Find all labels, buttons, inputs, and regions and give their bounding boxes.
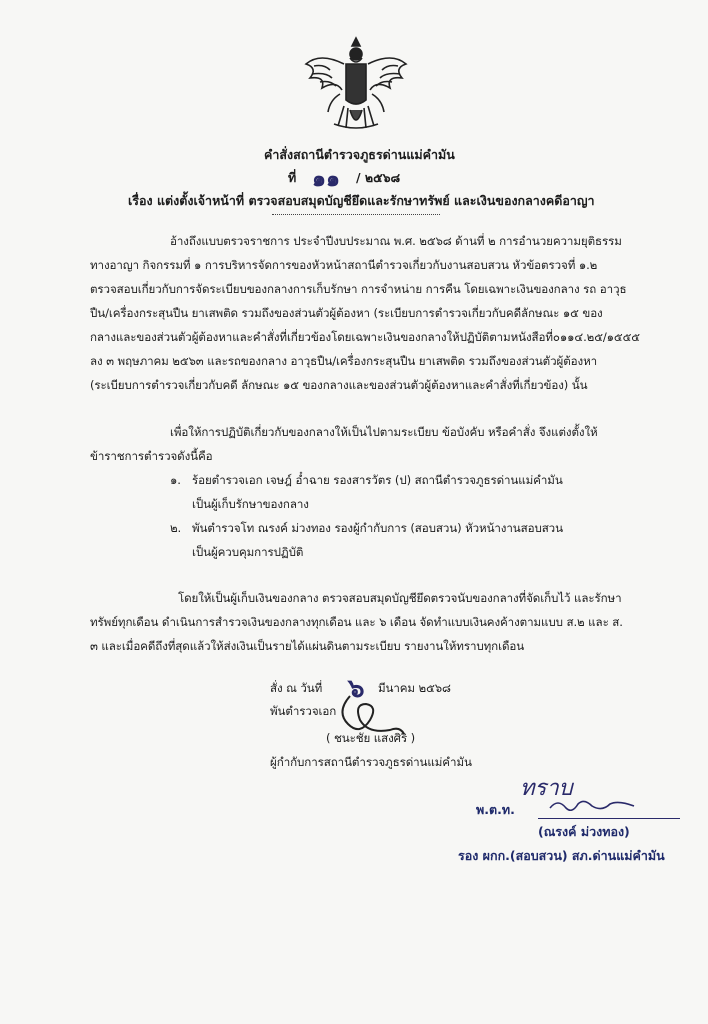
order-date-handwritten-day: ๖ xyxy=(348,674,365,704)
order-number-prefix: ที่ xyxy=(288,170,297,185)
paragraph3-line: ๓ และเมื่อคดีถึงที่สุดแล้วให้ส่งเงินเป็นรายได้แผ่นดินตามระเบียบ รายงานให้ทราบทุกเดือน xyxy=(90,639,525,653)
garuda-emblem-icon xyxy=(300,34,412,132)
paragraph2-line: ข้าราชการตำรวจดังนี้คือ xyxy=(90,449,213,463)
header-divider xyxy=(272,214,440,215)
appointee-line1: ร้อยตำรวจเอก เจษฎ์ อ๋ำฉาย รองสารวัตร (ป) สถานีตำรวจภูธรด่านแม่คำมัน xyxy=(192,473,563,487)
appointee-line1: พันตำรวจโท ณรงค์ ม่วงทอง รองผู้กำกับการ (สอบสวน) หัวหน้างานสอบสวน xyxy=(192,521,563,535)
signer-name: ( ชนะชัย แสงศิริ ) xyxy=(326,731,416,745)
order-date-prefix: สั่ง ณ วันที่ xyxy=(270,681,323,695)
signer-position: ผู้กำกับการสถานีตำรวจภูธรด่านแม่คำมัน xyxy=(270,755,472,769)
paragraph3-line: โดยให้เป็นผู้เก็บเงินของกลาง ตรวจสอบสมุดบัญชียึดตรวจนับของกลางที่จัดเก็บไว้ และรักษา xyxy=(178,591,622,605)
paragraph2-line: เพื่อให้การปฏิบัติเกี่ยวกับของกลางให้เป็นไปตามระเบียบ ข้อบังคับ หรือคำสั่ง จึงแต่งตั้งให้ xyxy=(170,425,598,439)
paragraph1-line: อ้างถึงแบบตรวจราชการ ประจำปีงบประมาณ พ.ศ. ๒๕๖๘ ด้านที่ ๒ การอำนวยความยุติธรรม xyxy=(170,234,622,248)
paragraph1-line: กลางและของส่วนตัวผู้ต้องหาและคำสั่งที่เกี่ยวข้องโดยเฉพาะเงินของกลางให้ปฏิบัติตามหนังสือที่๐๑๑๔.๒๕/๑๕๕๕ xyxy=(90,330,640,344)
paragraph1-line: (ระเบียบการตำรวจเกี่ยวกับคดี ลักษณะ ๑๕ ของกลางและของส่วนตัวผู้ต้องหาและคำสั่งที่เกี่ยวข้อง) นั้น xyxy=(90,378,588,392)
paragraph1-line: ลง ๓ พฤษภาคม ๒๕๖๓ และรถของกลาง อาวุธปืน/เครื่องกระสุนปืน ยาเสพติด รวมถึงของส่วนตัวผู้ต้องหา xyxy=(90,354,598,368)
order-date-suffix: มีนาคม ๒๕๖๘ xyxy=(378,681,451,695)
acknowledgement-rank: พ.ต.ท. xyxy=(476,802,515,817)
appointee-number: ๒. xyxy=(170,521,182,535)
paragraph1-line: ปืน/เครื่องกระสุนปืน ยาเสพติด รวมถึงของส่วนตัวผู้ต้องหา (ระเบียบการตำรวจเกี่ยวกับคดีลักษณะ ๑๕ ของ xyxy=(90,306,603,320)
acknowledgement-note: ทราบ xyxy=(520,776,573,801)
appointee-line2: เป็นผู้เก็บรักษาของกลาง xyxy=(192,497,309,511)
order-title: คำสั่งสถานีตำรวจภูธรด่านแม่คำมัน xyxy=(264,147,455,162)
appointee-line2: เป็นผู้ควบคุมการปฏิบัติ xyxy=(192,545,304,559)
order-number-handwritten: ๑๑ xyxy=(312,166,340,192)
paragraph1-line: ทางอาญา กิจกรรมที่ ๑ การบริหารจัดการของหัวหน้าสถานีตำรวจเกี่ยวกับงานสอบสวน หัวข้อตรวจที่ ๑.๒ xyxy=(90,258,598,272)
order-number-suffix: / ๒๕๖๘ xyxy=(356,170,401,185)
appointee-number: ๑. xyxy=(170,473,181,487)
order-subject: เรื่อง แต่งตั้งเจ้าหน้าที่ ตรวจสอบสมุดบัญชียึดและรักษาทรัพย์ และเงินของกลางคดีอาญา xyxy=(128,193,595,208)
paragraph1-line: ตรวจสอบเกี่ยวกับการจัดระเบียบของกลางการเก็บรักษา การจำหน่าย การคืน โดยเฉพาะเงินของกลาง รถ อาวุธ xyxy=(90,282,627,296)
signer-rank: พันตำรวจเอก xyxy=(270,704,337,718)
acknowledgement-position: รอง ผกก.(สอบสวน) สภ.ด่านแม่คำมัน xyxy=(458,848,665,863)
paragraph3-line: ทรัพย์ทุกเดือน ดำเนินการสำรวจเงินของกลางทุกเดือน และ ๖ เดือน จัดทำแบบเงินคงค้างตามแบบ ส.๒ และ ส. xyxy=(90,615,623,629)
acknowledgement-name: (ณรงค์ ม่วงทอง) xyxy=(538,824,630,839)
acknowledgement-signature-line xyxy=(538,818,680,819)
acknowledgement-signature-icon xyxy=(548,794,638,814)
